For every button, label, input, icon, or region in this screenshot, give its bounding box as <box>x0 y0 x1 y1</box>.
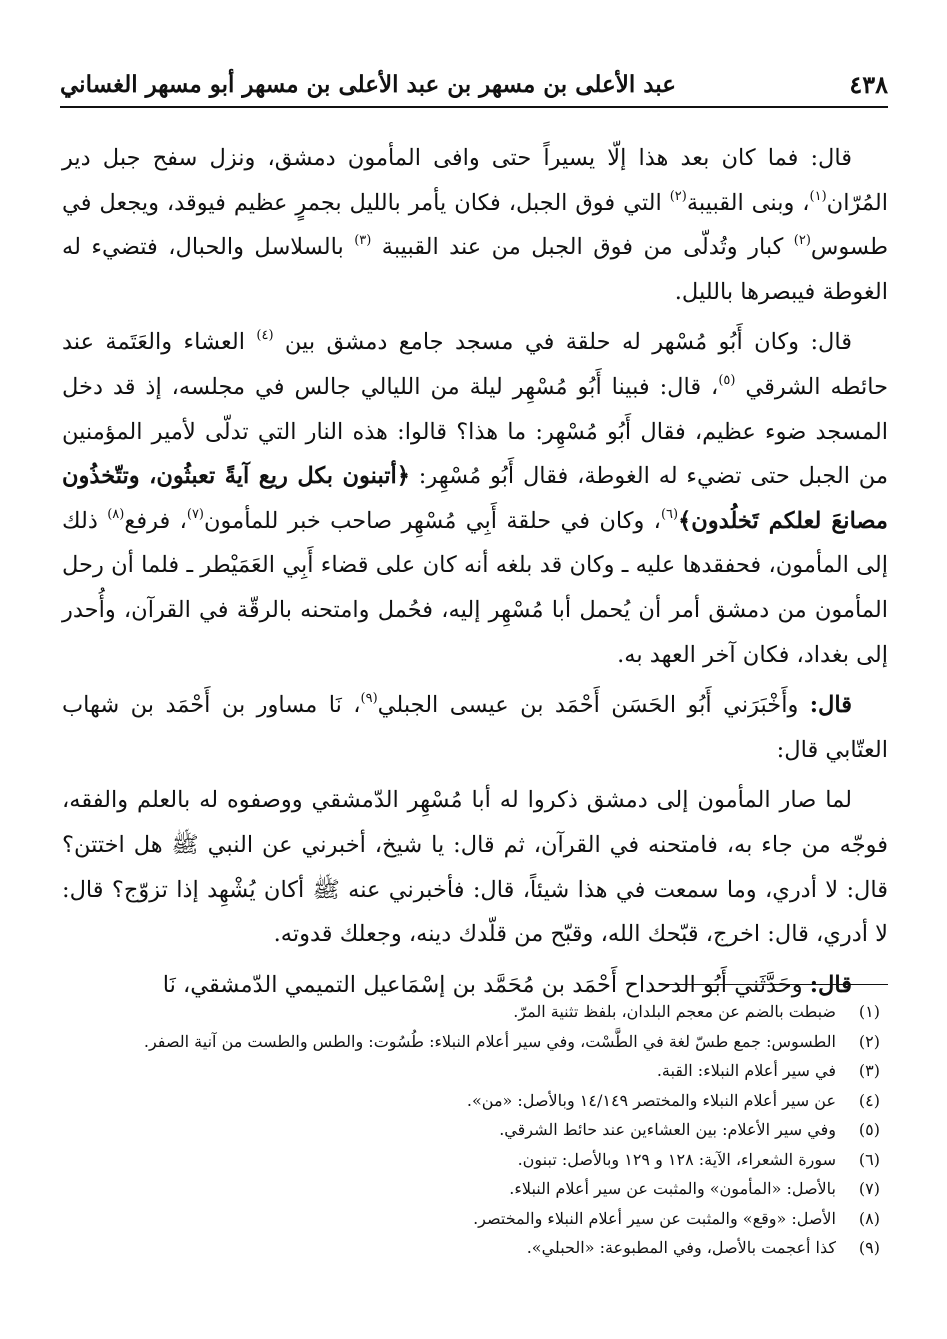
footnote-number: (٩) <box>858 1238 880 1257</box>
footnote-item <box>80 1120 880 1150</box>
lead-word: قال: <box>809 971 852 998</box>
paragraph-1 <box>62 136 888 314</box>
footnote-text: سورة الشعراء، الآية: ١٢٨ و ١٢٩ وبالأصل: تبنون. <box>517 1149 836 1169</box>
main-text <box>62 136 888 1007</box>
text-span: ذلك إلى المأمون، فحفقدها عليه ـ وكان قد بلغه أنه كان على قضاء أَبِي العَمَيْطر ـ فلما أن رحل المأمون من دمشق أمر أن يُحمل أبا مُسْهِر إليه، فحُمل وامتحنه بالرقّة في القرآن، وأُحدر إلى بغداد، فكان آخر العهد به. <box>62 507 888 668</box>
footnote-text: الأصل: «وقع» والمثبت عن سير أعلام النبلاء والمختصر. <box>473 1208 836 1228</box>
text-span: العشاء والعَتَمة عند حائطه الشرقي <box>62 329 888 400</box>
paragraph-2 <box>62 320 888 677</box>
footnote-number: (٧) <box>858 1179 880 1198</box>
page-number: ٤٣٨ <box>849 69 888 99</box>
footnote-item <box>80 1238 880 1268</box>
footnote-marker: (٧) <box>186 506 204 522</box>
text-span: ، فرفع <box>124 507 187 534</box>
footnote-text: وفي سير الأعلام: بين العشاءين عند حائط الشرقي. <box>499 1120 836 1139</box>
footnote-number: (٥) <box>858 1120 880 1139</box>
footnote-number: (٣) <box>858 1061 880 1080</box>
footnote-text: ضبطت بالضم عن معجم البلدان، بلفظ تثنية المرّ. <box>513 1002 836 1021</box>
footnote-number: (٢) <box>858 1031 880 1051</box>
paragraph-4 <box>62 778 888 956</box>
text-span: قال: وكان أَبُو مُسْهر له حلقة في مسجد جامع دمشق بين <box>273 329 852 356</box>
footnote-number: (٦) <box>858 1149 880 1169</box>
text-span: وحَدَّثَني أَبُو الدحداح أَحْمَد بن مُحَمَّد بن إسْمَاعيل التميمي الدّمشقي، نَا <box>162 971 810 998</box>
footnote-marker: (١) <box>809 188 827 204</box>
footnote-item <box>80 1150 880 1180</box>
text-span: ، وكان في حلقة أَبِي مُسْهِر صاحب خبر للمأمون <box>204 507 661 534</box>
footnote-marker: (٢) <box>669 188 687 204</box>
running-title: عبد الأعلى بن مسهر بن عبد الأعلى بن مسهر أبو مسهر الغساني <box>60 70 676 98</box>
paragraph-3 <box>62 683 888 772</box>
footnote-text: الطسوس: جمع طسّ لغة في الطَّسْت، وفي سير أعلام النبلاء: طُسُوت: والطس والطست من آنية الصفر. <box>143 1031 836 1051</box>
footnote-number: (١) <box>858 1002 880 1021</box>
footnote-item <box>80 1002 880 1032</box>
text-span: بالسلاسل والحبال، فتضيء له الغوطة فيبصرها بالليل. <box>62 234 888 305</box>
text-span: ، نَا مساور بن أَحْمَد بن شهاب العتّابي قال: <box>62 692 888 763</box>
text-span: ، وبنى القبيبة <box>686 189 810 216</box>
footnote-item <box>80 1179 880 1209</box>
footnote-marker: (٤) <box>256 328 274 344</box>
footnote-number: (٤) <box>858 1090 880 1110</box>
footnote-number: (٨) <box>858 1208 880 1228</box>
footnote-item <box>80 1032 880 1062</box>
footnote-text: كذا أعجمت بالأصل، وفي المطبوعة: «الحبلي». <box>526 1238 836 1257</box>
footnote-item <box>80 1209 880 1239</box>
text-span: لما صار المأمون إلى دمشق ذكروا له أبا مُسْهِر الدّمشقي ووصفوه له بالعلم والفقه، فوجّه من جاء به، فامتحنه في القرآن، ثم قال: يا شيخ، أخبرني عن النبي ﷺ هل اختتن؟ قال: لا أدري، وما سمعت في هذا شيئاً، قال: فأخبرني عنه ﷺ أكان يُشْهِد إذا تزوّج؟ قال: لا أدري، قال: اخرج، قبّحك الله، وقبّح من قلّدك دينه، وجعلك قدوته. <box>62 787 888 948</box>
footnote-marker: (٢) <box>793 233 811 249</box>
text-span: قال: فما كان بعد هذا إلّا يسيراً حتى وافى المأمون دمشق، ونزل سفح جبل دير المُرّان <box>62 145 888 216</box>
quran-quote: ﴿أتبنون بكل ريع آيةً تعبثُون، وتتّخذُون مصانعَ لعلكم تَخلُدون﴾ <box>62 463 888 534</box>
footnote-marker: (٣) <box>354 233 372 249</box>
footnote-marker: (٥) <box>718 372 736 388</box>
text-span: ، قال: فبينا أَبُو مُسْهِر ليلة من الليالي جالس في مجلسه، إذ قد دخل المسجد ضوء عظيم، فقال أَبُو مُسْهِر: ما هذا؟ قالوا: هذه النار التي تدلّى لأمير المؤمنين من الجبل حتى تضيء له الغوطة، فقال أَبُو مُسْهِر: <box>62 373 888 490</box>
footnotes <box>80 1002 880 1268</box>
page-header <box>60 62 888 108</box>
footnote-marker: (٩) <box>360 691 378 707</box>
footnote-text: في سير أعلام النبلاء: القبة. <box>656 1061 836 1080</box>
footnote-item <box>80 1091 880 1121</box>
footnote-marker: (٨) <box>107 506 125 522</box>
text-span: كبار وتُدلّى من فوق الجبل من عند القبيبة <box>371 234 794 261</box>
footnote-marker: (٦) <box>660 506 679 522</box>
footnote-item <box>80 1061 880 1091</box>
lead-word: قال: <box>809 692 852 719</box>
text-span: وأَخْبَرَني أَبُو الحَسَن أَحْمَد بن عيسى الجبلي <box>377 692 810 719</box>
footnote-divider <box>660 984 888 985</box>
text-span: التي فوق الجبل، فكان يأمر بالليل بجمرٍ عظيم فيوقد، ويجعل في طسوس <box>62 189 888 261</box>
footnote-text: بالأصل: «المأمون» والمثبت عن سير أعلام النبلاء. <box>509 1179 836 1198</box>
footnote-text: عن سير أعلام النبلاء والمختصر ١٤/١٤٩ وبالأصل: «من». <box>466 1090 836 1110</box>
